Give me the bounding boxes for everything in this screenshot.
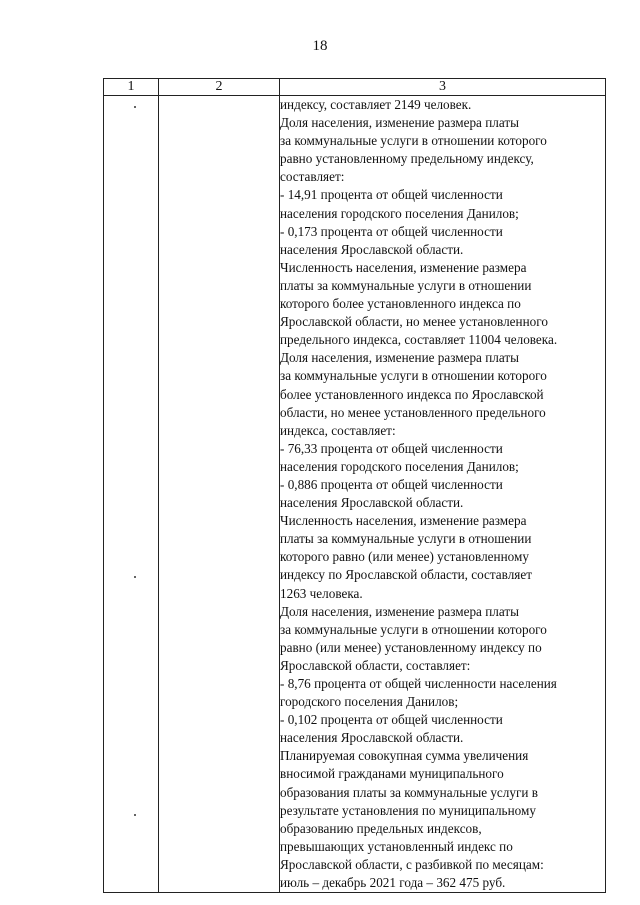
- column-header-3: 3: [280, 79, 606, 96]
- text-line: равно (или менее) установленному индексу по: [280, 639, 542, 655]
- text-line: 1263 человека.: [280, 585, 363, 601]
- text-line: Численность населения, изменение размера: [280, 259, 527, 275]
- table-row: [104, 96, 606, 893]
- margin-mark: [134, 106, 136, 108]
- text-line: которого равно (или менее) установленному: [280, 549, 529, 565]
- text-line: равно установленному предельному индексу,: [280, 151, 534, 167]
- text-line: - 0,173 процента от общей численности: [280, 223, 503, 239]
- text-line: образования платы за коммунальные услуги в: [280, 784, 538, 800]
- text-line: области, но менее установленного предельного: [280, 404, 546, 420]
- text-line: населения городского поселения Данилов;: [280, 458, 519, 474]
- text-line: платы за коммунальные услуги в отношении: [280, 277, 532, 293]
- text-line: которого более установленного индекса по: [280, 296, 521, 312]
- text-line: результате установления по муниципальному: [280, 802, 536, 818]
- column-header-1: 1: [104, 79, 159, 96]
- document-table: [103, 78, 606, 893]
- text-line: индекса, составляет:: [280, 422, 396, 438]
- text-line: предельного индекса, составляет 11004 человека.: [280, 332, 558, 348]
- text-line: Ярославской области, но менее установленного: [280, 314, 548, 330]
- text-line: вносимой гражданами муниципального: [280, 766, 504, 782]
- text-line: июль – декабрь 2021 года – 362 475 руб.: [280, 875, 506, 891]
- column-3-cell: [280, 96, 606, 893]
- text-line: городского поселения Данилов;: [280, 694, 459, 710]
- column-1-cell: [104, 96, 159, 893]
- text-line: Доля населения, изменение размера платы: [280, 115, 519, 131]
- text-line: населения Ярославской области.: [280, 495, 464, 511]
- text-line: составляет:: [280, 169, 345, 185]
- text-line: - 14,91 процента от общей численности: [280, 187, 503, 203]
- text-line: - 0,102 процента от общей численности: [280, 712, 503, 728]
- text-line: более установленного индекса по Ярославской: [280, 386, 544, 402]
- text-line: населения Ярославской области.: [280, 730, 464, 746]
- text-line: - 8,76 процента от общей численности населения: [280, 676, 557, 691]
- text-line: Численность населения, изменение размера: [280, 513, 527, 529]
- text-line: - 76,33 процента от общей численности: [280, 440, 503, 456]
- page-number: 18: [312, 38, 328, 54]
- text-line: Доля населения, изменение размера платы: [280, 603, 519, 619]
- text-line: образованию предельных индексов,: [280, 820, 482, 836]
- text-line: Ярославской области, составляет:: [280, 657, 471, 673]
- text-line: индексу, составляет 2149 человек.: [280, 97, 472, 112]
- margin-mark: [134, 576, 136, 578]
- text-line: Ярославской области, с разбивкой по месяцам:: [280, 856, 544, 872]
- text-line: платы за коммунальные услуги в отношении: [280, 531, 532, 547]
- text-line: населения Ярославской области.: [280, 241, 464, 257]
- text-line: населения городского поселения Данилов;: [280, 205, 519, 221]
- margin-mark: [134, 814, 136, 816]
- column-2-cell: [159, 96, 280, 893]
- text-line: индексу по Ярославской области, составляет: [280, 567, 532, 583]
- text-line: за коммунальные услуги в отношении которого: [280, 368, 547, 384]
- text-line: - 0,886 процента от общей численности: [280, 476, 503, 492]
- text-line: за коммунальные услуги в отношении которого: [280, 621, 547, 637]
- text-line: Планируемая совокупная сумма увеличения: [280, 748, 529, 764]
- table-header-row: [104, 79, 606, 96]
- text-line: Доля населения, изменение размера платы: [280, 350, 519, 366]
- text-line: превышающих установленный индекс по: [280, 838, 513, 854]
- text-line: за коммунальные услуги в отношении которого: [280, 133, 547, 149]
- column-header-2: 2: [159, 79, 280, 96]
